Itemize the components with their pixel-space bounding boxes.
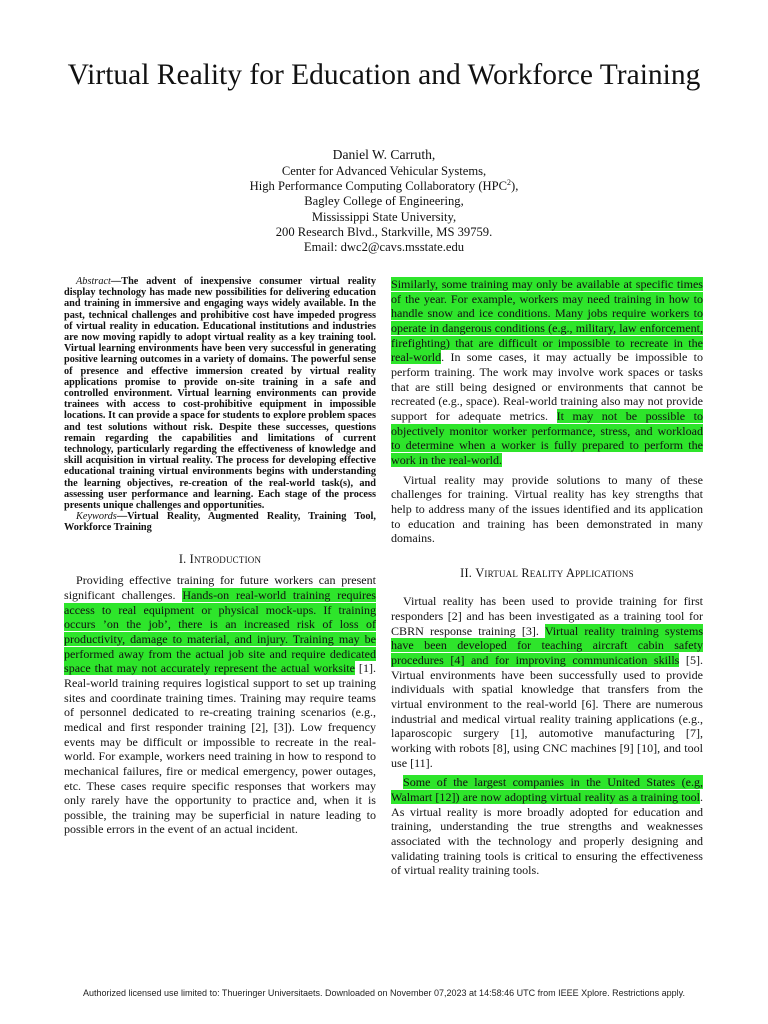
- highlight: It may not be possible to objectively monitor worker performance, stress, and workload to determine when a worker is fully prepared to perform the work in the real-world.: [391, 408, 704, 467]
- author-email: Email: dwc2@cavs.msstate.edu: [303, 240, 465, 255]
- author-block: [60, 146, 708, 255]
- highlight: Virtual reality training systems have been developed for teaching aircraft cabin safety procedures [4] and for improving communication skills: [391, 623, 704, 668]
- intro-paragraph-1: Providing effective training for future workers can present significant challenges. Hands-on real-world training requires access to real equipment or physical mock-ups. If training occurs ’on the job’, there is an increased risk of loss of productivity, damage to material, and injury. Training may be performed away from the actual job site and require dedicated space that may not accurately represent the actual worksite [1]. Real-world training requires logistical support to set up training sites and coordinate training times. Training may require teams of personnel dedicated to re-creating training scenarios (e.g., medical and first responder training [2], [3]). Low frequency events may be difficult or impossible to recreate in the real-world. For example, workers need training in how to respond to mechanical failures, fire or medical emergency, power outages, etc. These cases require specific responses that workers may only rarely have the opportunity to practice and, when it is possible, the training may be superficial in nature leading to possible errors in the event of an actual incident.: [64, 573, 376, 837]
- section-heading-vr-applications: II. Virtual Reality Applications: [460, 565, 634, 580]
- author-affiliation-2: High Performance Computing Collaboratory (HPC$^2$),: [249, 178, 519, 194]
- intro-paragraph-1-cont: Similarly, some training may only be available at specific times of the year. For example, workers may need training in how to handle snow and ice conditions. Many jobs require workers to operate in dangerous conditions (e.g., military, law enforcement, firefighting) that are difficult or impossible to recreate in the real-world. In some cases, it may actually be impossible to perform training. The work may involve work spaces or tasks that are still being designed or environments that cannot be recreated (e.g., space). Real-world training also may not provide support for adequate metrics. It may not be possible to objectively monitor worker performance, stress, and workload to determine when a worker is fully prepared to perform the work in the real-world.: [391, 277, 704, 467]
- abstract: Abstract—The advent of inexpensive consumer virtual reality display technology has made new possibilities for delivering education and training in immersive and engaging ways widely available. In the past, technical challenges and prohibitive cost have impeded progress of virtual reality in education. Educational institutions and industries are now moving rapidly to adopt virtual reality as a key training tool. Virtual learning environments have been very successful in generating positive learning outcomes in a variety of domains. The powerful sense of presence and effective immersion created by virtual reality applications promise to provide on-site training in a safe and controlled environment. Virtual learning environments can provide trainees with access to cost-prohibitive equipment in impossible locations. It can provide a space for students to explore problem spaces and test solutions without risk. Despite these successes, questions remain regarding the capabilities and limitations of current technology, particularly regarding the effectiveness of knowledge and skill acquisition in virtual reality. The process for developing effective educational training virtual environments begins with understanding the learning objectives, re-creation of the real-world task(s), and assessing user performance and learning. Each stage of the process presents unique challenges and opportunities.: [64, 276, 376, 512]
- vr-paragraph-2: Some of the largest companies in the United States (e.g, Walmart [12]) are now adopting virtual reality as a training tool. As virtual reality is more broadly adopted for education and training, understanding the true strengths and weaknesses associated with the technology and properly designing and validating training tools is critical to ensuring the effectiveness of virtual reality training tools.: [391, 775, 703, 878]
- paper-title: Virtual Reality for Education and Workforce Training: [67, 59, 701, 91]
- keywords: Keywords—Virtual Reality, Augmented Reality, Training Tool, Workforce Training: [64, 511, 376, 534]
- author-address: 200 Research Blvd., Starkville, MS 39759.: [275, 224, 493, 239]
- intro-paragraph-2: Virtual reality may provide solutions to many of these challenges for training. Virtual reality has key strengths that help to address many of the issues identified and its application to education and training has been demonstrated in many domains.: [391, 472, 703, 546]
- highlight: Similarly, some training may only be available at specific times of the year. For example, workers may need training in how to handle snow and ice conditions. Many jobs require workers to operate in dangerous conditions (e.g., military, law enforcement, firefighting) that are difficult or impossible to recreate in the real-world: [391, 277, 703, 365]
- right-column: [391, 277, 703, 878]
- author-name: Daniel W. Carruth,: [332, 147, 436, 162]
- section-heading-introduction: I. Introduction: [178, 551, 262, 566]
- author-affiliation-1: Center for Advanced Vehicular Systems,: [281, 164, 487, 178]
- highlight: Some of the largest companies in the United States (e.g, Walmart [12]) are now adopting virtual reality as a training tool: [391, 775, 703, 804]
- ieee-footer-notice: Authorized licensed use limited to: Thueringer Universitaets. Downloaded on November 07,2023 at 14:58:46 UTC from IEEE Xplore. Restrictions apply.: [83, 988, 685, 998]
- author-affiliation-3: Bagley College of Engineering,: [304, 194, 464, 209]
- vr-paragraph-1: Virtual reality has been used to provide training for first responders [2] and has been investigated as a training tool for CBRN response training [3]. Virtual reality training systems have been developed for teaching aircraft cabin safety procedures [4] and for improving communication skills [5]. Virtual environments have been successfully used to provide individuals with spatial knowledge that transfers from the virtual environment to the real-world [6]. There are numerous industrial and medical virtual reality training applications (e.g., laparoscopic surgery [1], automotive manufacturing [7], working with robots [8], using CNC machines [9] [10], and tool use [11].: [391, 594, 704, 770]
- left-column: [64, 276, 376, 837]
- highlight: Hands-on real-world training requires access to real equipment or physical mock-ups. If training occurs ’on the job’, there is an increased risk of loss of productivity, damage to material, and injury. Training may be performed away from the actual job site and require dedicated space that may not accurately represent the actual worksite: [64, 587, 376, 676]
- author-affiliation-4: Mississippi State University,: [311, 209, 457, 224]
